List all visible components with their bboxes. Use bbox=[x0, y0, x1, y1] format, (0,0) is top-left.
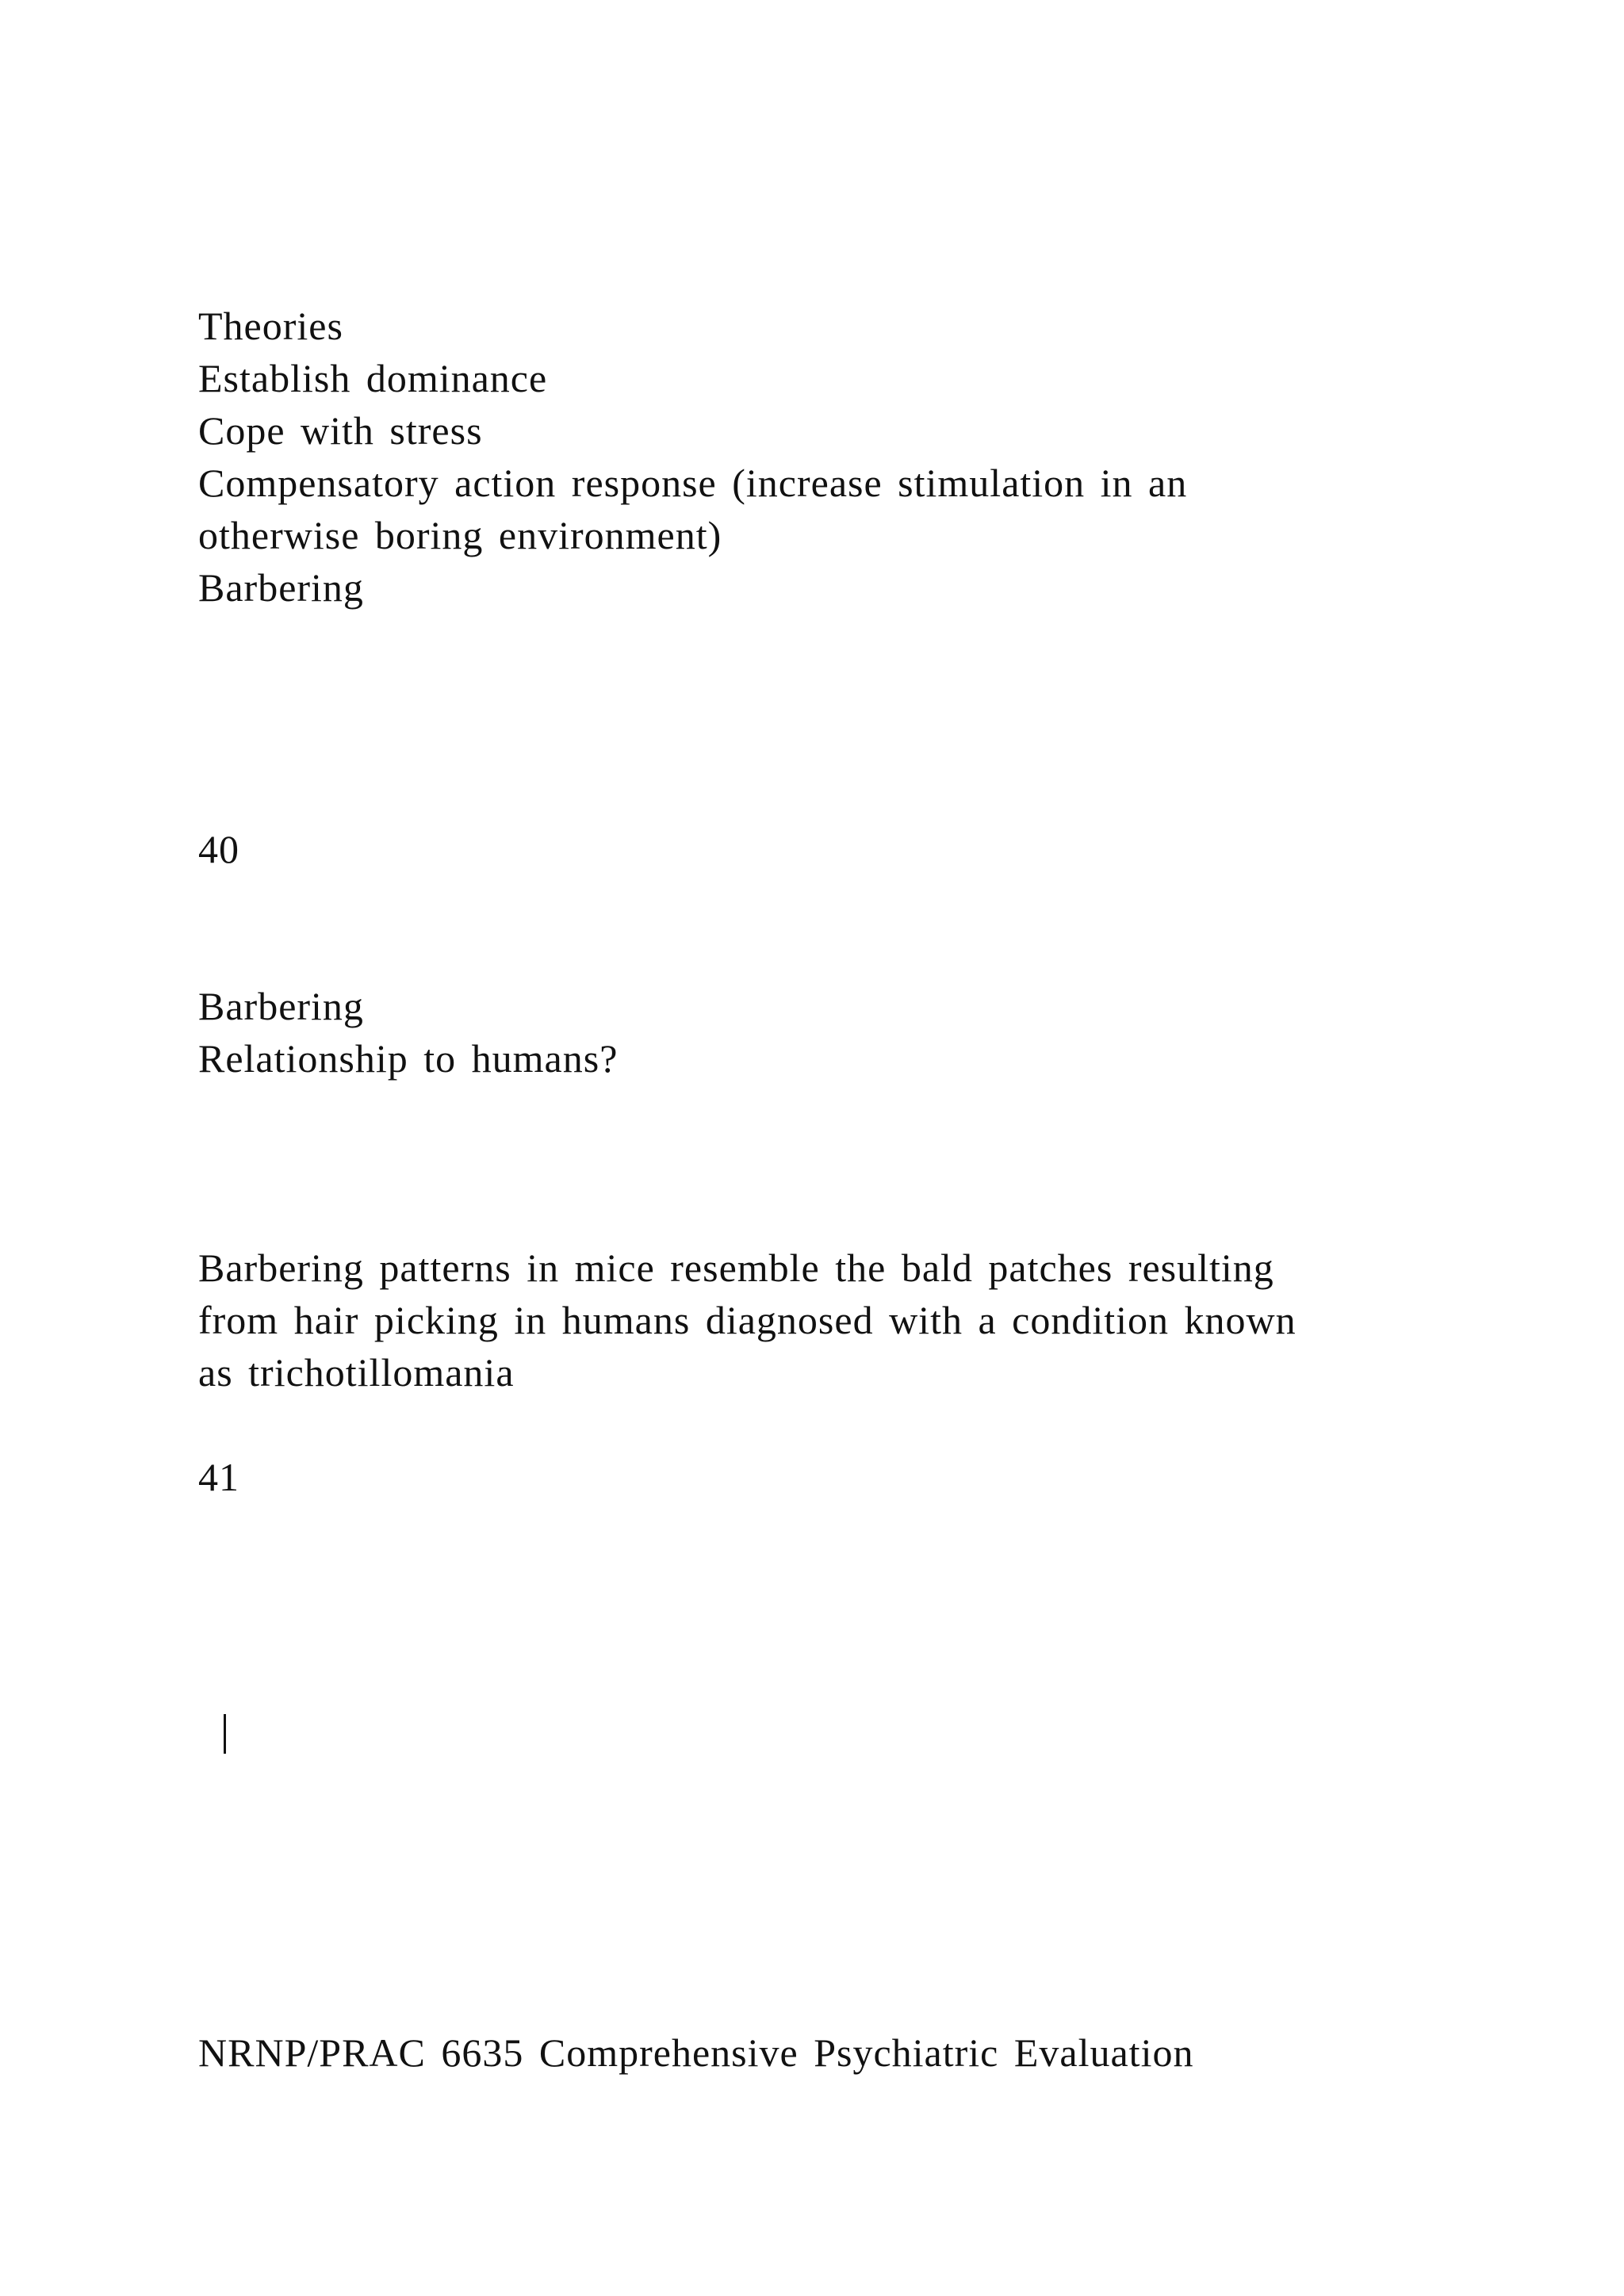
paragraph-line: from hair picking in humans diagnosed with a condition known bbox=[198, 1298, 1297, 1342]
theory-item: Cope with stress bbox=[198, 408, 483, 453]
footer-course-title: NRNP/PRAC 6635 Comprehensive Psychiatric Evaluation bbox=[198, 2030, 1194, 2075]
theory-item: Establish dominance bbox=[198, 356, 548, 400]
slide-title: Barbering bbox=[198, 565, 364, 610]
question-text: Relationship to humans? bbox=[198, 1036, 619, 1081]
paragraph-line: Barbering patterns in mice resemble the bald patches resulting bbox=[198, 1246, 1274, 1290]
paragraph-line: as trichotillomania bbox=[198, 1350, 515, 1395]
theory-item: otherwise boring environment) bbox=[198, 513, 722, 557]
page-number: 40 bbox=[198, 827, 239, 871]
theories-heading: Theories bbox=[198, 304, 343, 348]
text-cursor[interactable] bbox=[224, 1714, 226, 1754]
theory-item: Compensatory action response (increase stimulation in an bbox=[198, 461, 1188, 505]
page-number: 41 bbox=[198, 1455, 239, 1499]
slide-title: Barbering bbox=[198, 984, 364, 1028]
